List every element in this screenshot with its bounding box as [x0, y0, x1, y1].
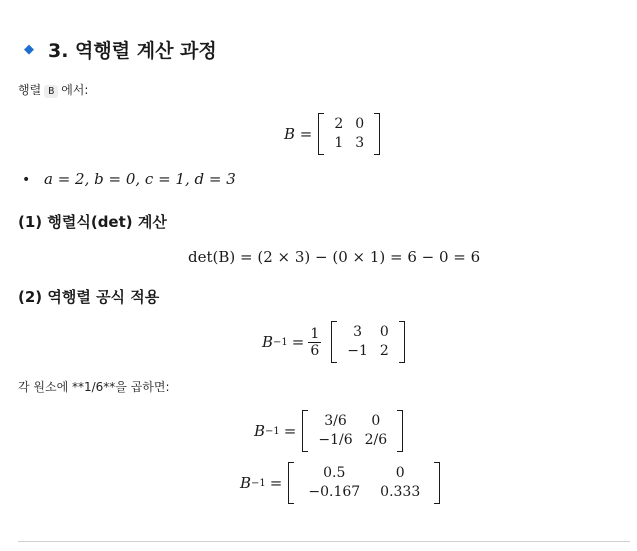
horizontal-divider [18, 541, 630, 542]
inverse-lhs: B [262, 333, 274, 351]
fraction-numerator: 1 [310, 325, 320, 342]
inverse-heading: (2) 역행렬 공식 적용 [18, 288, 160, 306]
matrix-cell: 0 [379, 324, 389, 340]
bullet-item: • [22, 172, 31, 188]
inline-code-B: B [44, 85, 58, 98]
equation-B [284, 113, 380, 155]
result-equation-decimals [240, 462, 440, 504]
matrix-cell: 0.333 [380, 484, 421, 500]
det-equation [188, 248, 480, 266]
matrix-cell: 0 [355, 116, 365, 132]
section-heading [24, 36, 217, 63]
det-heading: (1) 행렬식(det) 계산 [18, 213, 167, 231]
matrix-cell: 0.5 [323, 465, 346, 481]
result-equation-fractions [254, 410, 403, 452]
matrix-cell: 2 [379, 343, 389, 359]
matrix-B [318, 113, 380, 155]
intro-prefix: 행렬 [18, 83, 42, 97]
inverse-formula [262, 321, 405, 363]
fraction [308, 326, 321, 359]
det-equation-text: det(B) = (2 × 3) − (0 × 1) = 6 − 0 = 6 [188, 248, 481, 266]
intro-suffix: 에서: [61, 83, 89, 97]
bullet-text: a = 2, b = 0, c = 1, d = 3 [44, 170, 236, 188]
matrix-cell: 0 [395, 465, 405, 481]
matrix-cell: 3 [355, 135, 365, 151]
matrix-cell: 2 [334, 116, 344, 132]
matrix-result-fractions [302, 410, 403, 452]
matrix-cell: 3/6 [324, 413, 347, 429]
matrix-cell: 3 [353, 324, 363, 340]
matrix-cell: −1 [347, 343, 368, 359]
matrix-cell: 0 [371, 413, 381, 429]
intro-paragraph [18, 81, 88, 98]
matrix-cell: −1/6 [318, 432, 353, 448]
equals-sign: = [269, 474, 283, 492]
matrix-result-decimals [288, 462, 440, 504]
multiply-paragraph: 각 원소에 **1/6**을 곱하면: [18, 380, 170, 394]
equals-sign: = [291, 333, 305, 351]
equals-sign: = [283, 422, 297, 440]
bullet-equation [44, 170, 236, 188]
result2-exponent: −1 [251, 477, 266, 489]
matrix-adjugate [331, 321, 405, 363]
matrix-cell: 1 [334, 135, 344, 151]
section-title: 3. 역행렬 계산 과정 [48, 40, 217, 62]
matrix-cell: 2/6 [364, 432, 388, 448]
result2-lhs: B [240, 474, 252, 492]
result1-lhs: B [254, 422, 266, 440]
fraction-denominator: 6 [310, 342, 320, 359]
diamond-bullet-icon: ◆ [24, 42, 34, 57]
result1-exponent: −1 [265, 425, 280, 437]
matrix-cell: −0.167 [308, 484, 361, 500]
equation-B-lhs: B = [284, 125, 313, 143]
inverse-exponent: −1 [273, 336, 288, 348]
